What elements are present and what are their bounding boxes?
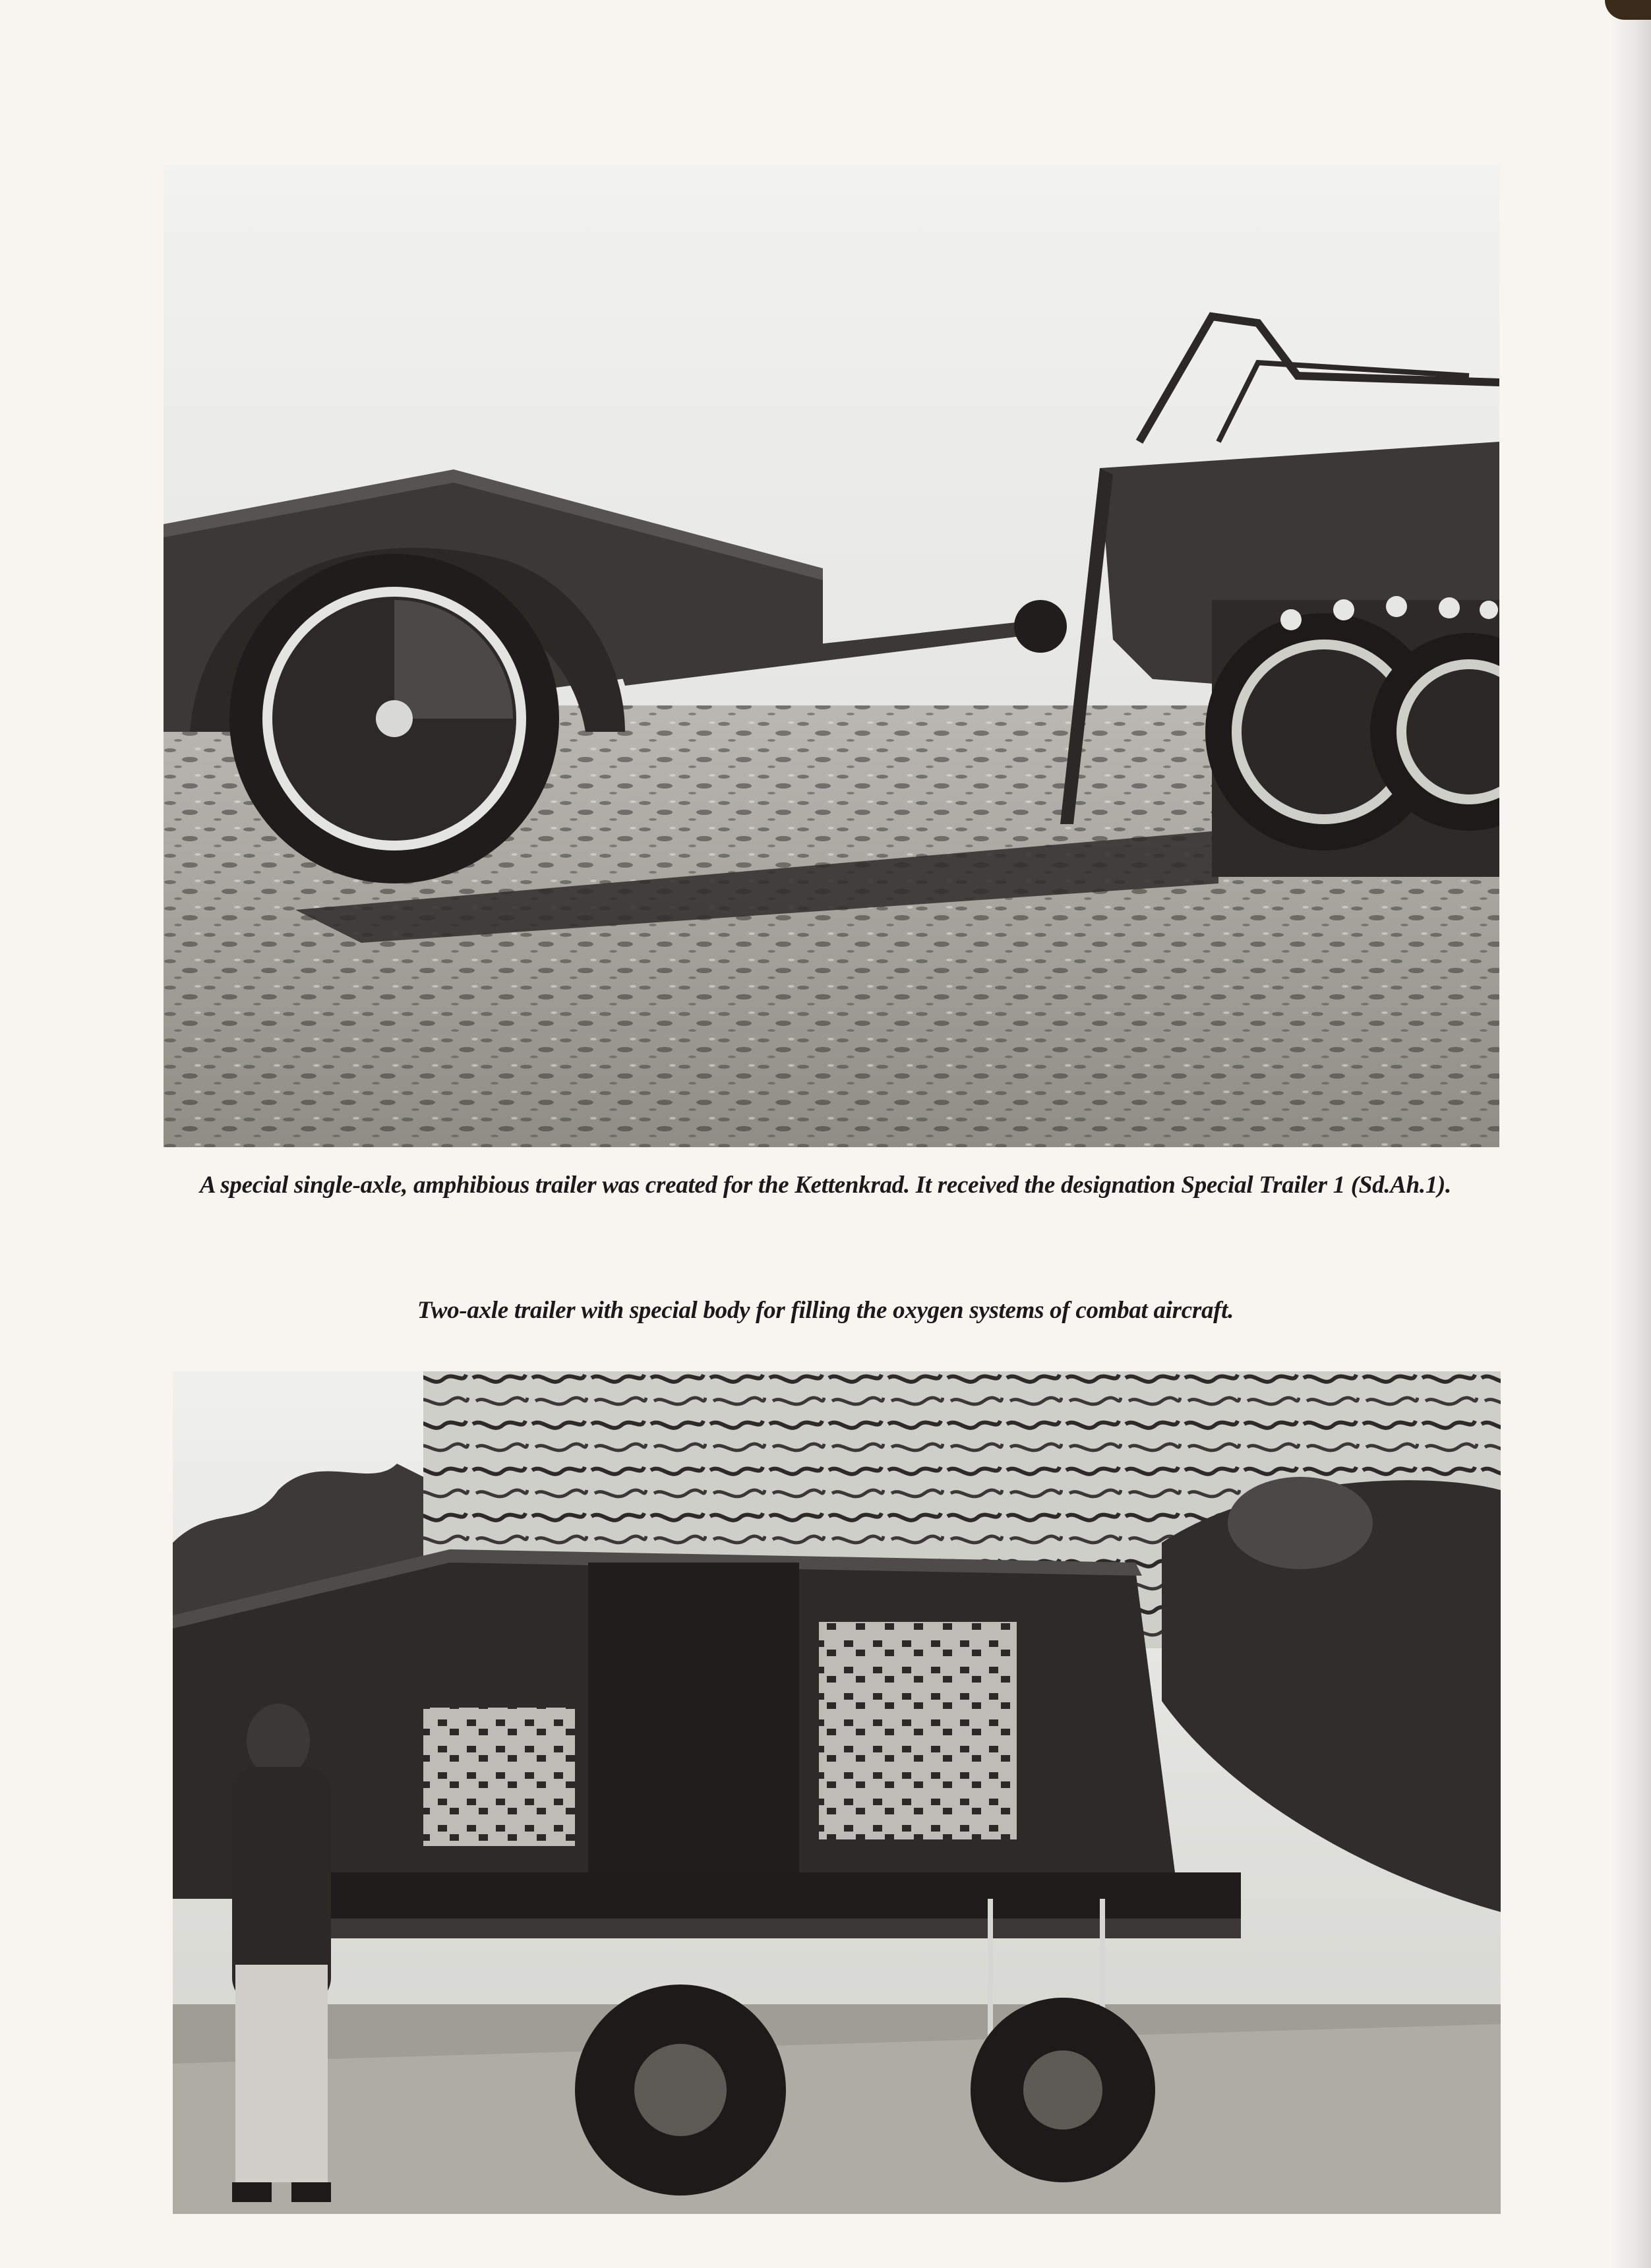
photo-caption-top: A special single-axle, amphibious trailer was created for the Kettenkrad. It received the designation Special Trailer 1 (Sd.Ah.1). [200,1172,1451,1199]
photo-kettenkrad-trailer-image [164,165,1499,1147]
photo-kettenkrad-trailer [164,165,1499,1147]
photo-oxygen-trailer-image [173,1371,1501,2214]
page-edge-shadow [1611,0,1651,2268]
photo-oxygen-trailer [173,1371,1501,2214]
photo-caption-bottom: Two-axle trailer with special body for filling the oxygen systems of combat aircraft. [417,1297,1234,1324]
